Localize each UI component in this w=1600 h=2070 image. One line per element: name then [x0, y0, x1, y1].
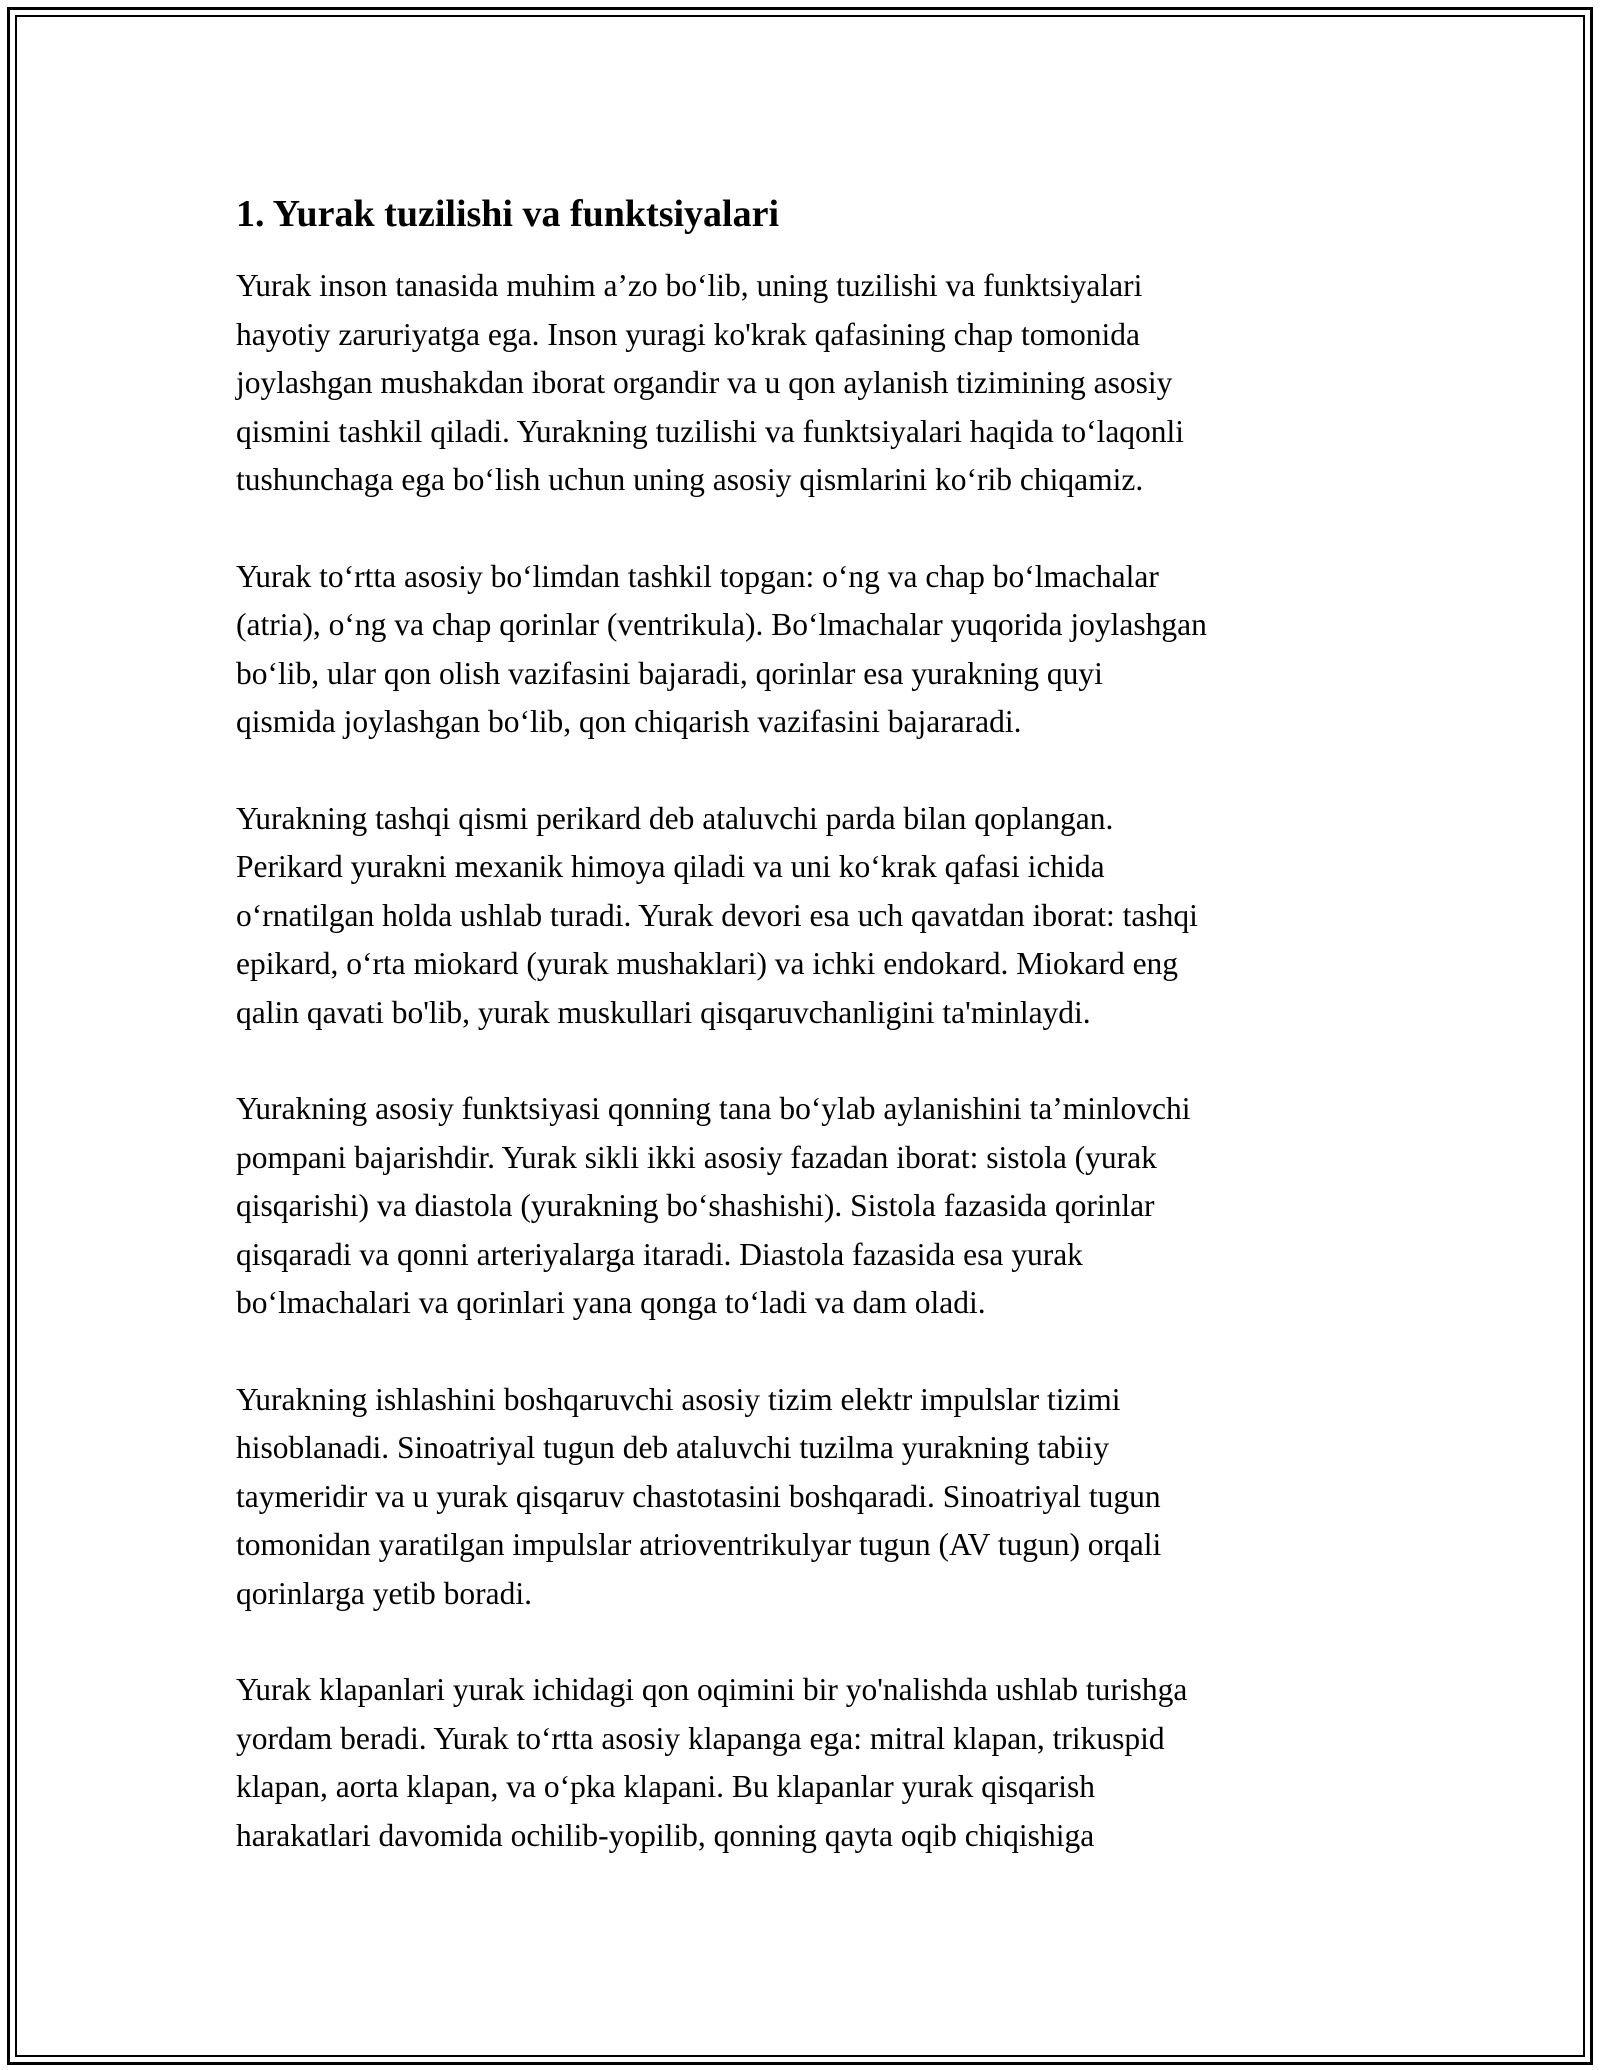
text-line: Perikard yurakni mexanik himoya qiladi va uni ko‘krak qafasi ichida — [236, 849, 1105, 884]
text-line: tushunchaga ega bo‘lish uchun uning asosiy qismlarini ko‘rib chiqamiz. — [236, 462, 1144, 497]
text-line: taymeridir va u yurak qisqaruv chastotasini boshqaradi. Sinoatriyal tugun — [236, 1478, 1161, 1514]
text-line: bo‘lib, ular qon olish vazifasini bajaradi, qorinlar esa yurakning quyi — [236, 655, 1103, 691]
text-line: qisqarishi) va diastola (yurakning bo‘shashishi). Sistola fazasida qorinlar — [236, 1188, 1155, 1223]
text-line: qisqaradi va qonni arteriyalarga itaradi. Diastola fazasida esa yurak — [236, 1236, 1083, 1272]
text-line: Yurak klapanlari yurak ichidagi qon oqimini bir yo'nalishda ushlab turishga — [236, 1672, 1188, 1707]
text-line: epikard, o‘rta miokard (yurak mushaklari) va ichki endokard. Miokard eng — [236, 946, 1179, 981]
paragraph — [236, 1085, 1376, 1328]
paragraph — [236, 553, 1376, 747]
text-line: yordam beradi. Yurak to‘rtta asosiy klapanga ega: mitral klapan, trikuspid — [236, 1720, 1165, 1756]
text-line: qalin qavati bo'lib, yurak muskullari qisqaruvchanligini ta'minlaydi. — [236, 994, 1091, 1030]
text-line: qismini tashkil qiladi. Yurakning tuzilishi va funktsiyalari haqida to‘laqonli — [236, 413, 1185, 449]
paragraph — [236, 1376, 1376, 1619]
text-line: (atria), o‘ng va chap qorinlar (ventrikula). Bo‘lmachalar yuqorida joylashgan — [236, 607, 1207, 642]
text-line: Yurak to‘rtta asosiy bo‘limdan tashkil topgan: o‘ng va chap bo‘lmachalar — [236, 558, 1159, 594]
paragraph — [236, 262, 1376, 505]
paragraph — [236, 795, 1376, 1038]
text-line: tomonidan yaratilgan impulslar atrioventrikulyar tugun (AV tugun) orqali — [236, 1527, 1162, 1562]
text-line: pompani bajarishdir. Yurak sikli ikki asosiy fazadan iborat: sistola (yurak — [236, 1139, 1157, 1175]
document-body — [236, 186, 1376, 1908]
text-line: Yurakning ishlashini boshqaruvchi asosiy tizim elektr impulslar tizimi — [236, 1381, 1121, 1417]
text-line: qismida joylashgan bo‘lib, qon chiqarish vazifasini bajararadi. — [236, 704, 1022, 739]
text-line: Yurakning asosiy funktsiyasi qonning tana bo‘ylab aylanishini ta’minlovchi — [236, 1091, 1191, 1126]
text-line: Yurakning tashqi qismi perikard deb ataluvchi parda bilan qoplangan. — [236, 800, 1114, 836]
text-line: o‘rnatilgan holda ushlab turadi. Yurak devori esa uch qavatdan iborat: tashqi — [236, 897, 1198, 933]
text-line: hisoblanadi. Sinoatriyal tugun deb ataluvchi tuzilma yurakning tabiiy — [236, 1430, 1110, 1465]
text-line: qorinlarga yetib boradi. — [236, 1575, 532, 1611]
text-line: klapan, aorta klapan, va o‘pka klapani. Bu klapanlar yurak qisqarish — [236, 1769, 1095, 1804]
paragraph — [236, 1666, 1376, 1860]
text-line: hayotiy zaruriyatga ega. Inson yuragi ko'krak qafasining chap tomonida — [236, 316, 1141, 352]
text-line: Yurak inson tanasida muhim a’zo bo‘lib, uning tuzilishi va funktsiyalari — [236, 268, 1143, 303]
text-line: joylashgan mushakdan iborat organdir va u qon aylanish tizimining asosiy — [236, 365, 1173, 400]
text-line: harakatlari davomida ochilib-yopilib, qonning qayta oqib chiqishiga — [236, 1817, 1095, 1853]
section-heading: 1. Yurak tuzilishi va funktsiyalari — [236, 193, 780, 235]
text-line: bo‘lmachalari va qorinlari yana qonga to‘ladi va dam oladi. — [236, 1285, 986, 1320]
